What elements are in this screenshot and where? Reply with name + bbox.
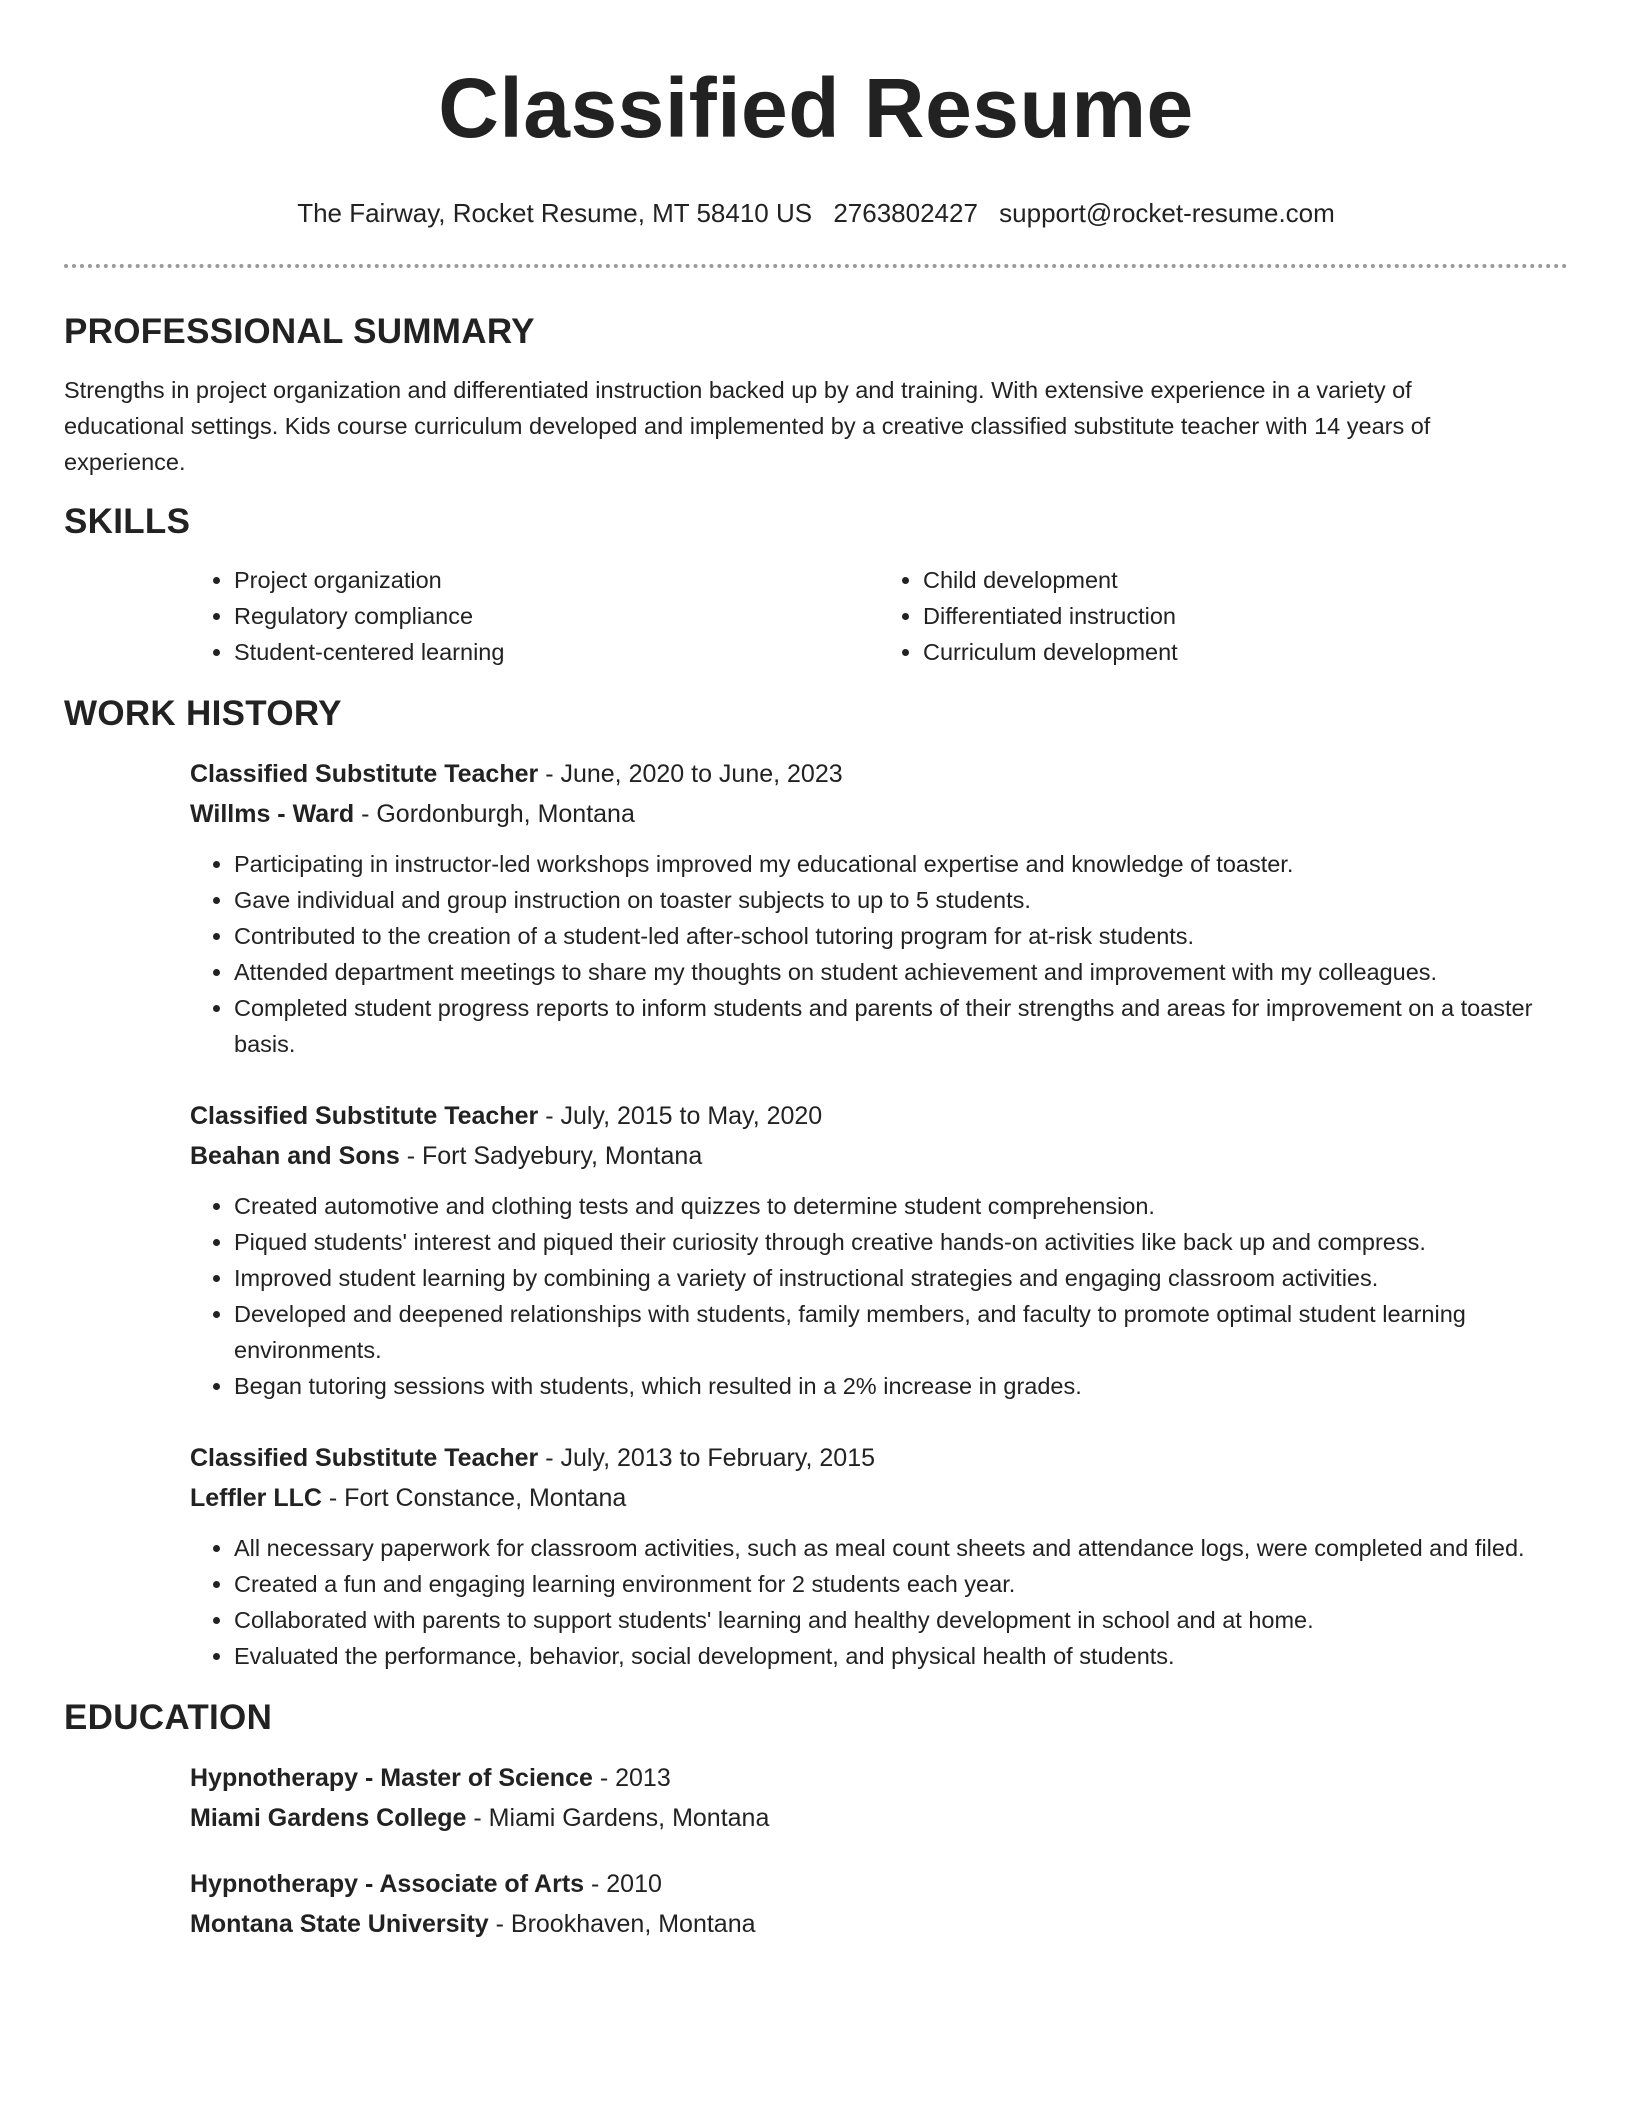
job-company-line xyxy=(190,794,1568,834)
skills-grid xyxy=(190,562,1568,670)
skill-item: • Curriculum development xyxy=(923,634,1568,670)
job-bullet: • Attended department meetings to share my thoughts on student achievement and improvement with my colleagues. xyxy=(234,954,1548,990)
job-bullet: • Developed and deepened relationships with students, family members, and faculty to promote optimal student learning environments. xyxy=(234,1296,1548,1368)
skills-title: SKILLS xyxy=(64,502,191,541)
education-entry xyxy=(190,1758,1568,1838)
education-title: EDUCATION xyxy=(64,1698,273,1737)
skills-column-left xyxy=(190,562,879,670)
header-divider xyxy=(64,264,1568,268)
education-year: - 2013 xyxy=(592,1764,671,1792)
resume-name: Classified Resume xyxy=(438,61,1194,155)
job-title-line xyxy=(190,1438,1568,1478)
job-title: Classified Substitute Teacher xyxy=(190,1102,539,1130)
education-school: Miami Gardens College xyxy=(190,1804,467,1832)
education-degree: Hypnotherapy - Master of Science xyxy=(190,1764,593,1792)
education-section xyxy=(64,1696,1568,1944)
job-title: Classified Substitute Teacher xyxy=(190,1444,539,1472)
skills-section xyxy=(64,500,1568,670)
job-entry xyxy=(190,754,1568,1062)
summary-title: PROFESSIONAL SUMMARY xyxy=(64,312,535,351)
job-bullets xyxy=(190,846,1568,1062)
job-company: Willms - Ward xyxy=(190,800,355,828)
job-dates: - July, 2015 to May, 2020 xyxy=(538,1102,823,1130)
job-company: Leffler LLC xyxy=(190,1484,322,1512)
job-bullet: • Began tutoring sessions with students, which resulted in a 2% increase in grades. xyxy=(234,1368,1548,1404)
job-bullet: • Contributed to the creation of a student-led after-school tutoring program for at-risk students. xyxy=(234,918,1548,954)
contact-email: support@rocket-resume.com xyxy=(999,198,1335,228)
skill-item: • Child development xyxy=(923,562,1568,598)
education-year: - 2010 xyxy=(584,1870,662,1898)
education-school-line xyxy=(190,1904,1568,1944)
job-bullet: • Collaborated with parents to support students' learning and healthy development in school and at home. xyxy=(234,1602,1548,1638)
job-location: - Gordonburgh, Montana xyxy=(354,800,635,828)
job-location: - Fort Constance, Montana xyxy=(321,1484,627,1512)
education-school: Montana State University xyxy=(190,1910,489,1938)
education-entry xyxy=(190,1864,1568,1944)
job-title-line xyxy=(190,754,1568,794)
job-bullet: • Created automotive and clothing tests and quizzes to determine student comprehension. xyxy=(234,1188,1548,1224)
contact-line xyxy=(64,196,1568,230)
job-dates: - June, 2020 to June, 2023 xyxy=(538,760,843,788)
summary-text: Strengths in project organization and differentiated instruction backed up by and training. With extensive experience in a variety of educational settings. Kids course curriculum developed and implemented by a creative classified substitute teacher with 14 years of experience. xyxy=(64,377,1431,475)
job-bullets xyxy=(190,1530,1568,1674)
job-bullet: • Improved student learning by combining a variety of instructional strategies and engaging classroom activities. xyxy=(234,1260,1548,1296)
job-bullets xyxy=(190,1188,1568,1404)
job-title: Classified Substitute Teacher xyxy=(190,760,539,788)
job-bullet: • Piqued students' interest and piqued their curiosity through creative hands-on activities like back up and compress. xyxy=(234,1224,1548,1260)
work-history-title: WORK HISTORY xyxy=(64,694,342,733)
contact-phone: 2763802427 xyxy=(833,198,978,228)
job-entry xyxy=(190,1096,1568,1404)
skill-item: • Student-centered learning xyxy=(234,634,879,670)
job-bullet: • Gave individual and group instruction on toaster subjects to up to 5 students. xyxy=(234,882,1548,918)
job-bullet: • Completed student progress reports to inform students and parents of their strengths and areas for improvement on a toaster basis. xyxy=(234,990,1548,1062)
skill-item: • Project organization xyxy=(234,562,879,598)
education-school-line xyxy=(190,1798,1568,1838)
job-title-line xyxy=(190,1096,1568,1136)
skill-item: • Regulatory compliance xyxy=(234,598,879,634)
education-degree-line xyxy=(190,1758,1568,1798)
education-degree-line xyxy=(190,1864,1568,1904)
job-bullet: • Evaluated the performance, behavior, social development, and physical health of students. xyxy=(234,1638,1548,1674)
job-company-line xyxy=(190,1136,1568,1176)
work-history-section xyxy=(64,692,1568,1674)
education-location: - Brookhaven, Montana xyxy=(488,1910,756,1938)
job-company-line xyxy=(190,1478,1568,1518)
contact-address: The Fairway, Rocket Resume, MT 58410 US xyxy=(297,198,813,228)
job-dates: - July, 2013 to February, 2015 xyxy=(538,1444,876,1472)
skills-column-right xyxy=(879,562,1568,670)
job-bullet: • Participating in instructor-led workshops improved my educational expertise and knowledge of toaster. xyxy=(234,846,1548,882)
education-location: - Miami Gardens, Montana xyxy=(466,1804,770,1832)
job-company: Beahan and Sons xyxy=(190,1142,400,1170)
summary-section xyxy=(64,310,1568,480)
education-degree: Hypnotherapy - Associate of Arts xyxy=(190,1870,585,1898)
job-bullet: • All necessary paperwork for classroom activities, such as meal count sheets and attendance logs, were completed and filed. xyxy=(234,1530,1548,1566)
skill-item: • Differentiated instruction xyxy=(923,598,1568,634)
job-entry xyxy=(190,1438,1568,1674)
job-bullet: • Created a fun and engaging learning environment for 2 students each year. xyxy=(234,1566,1548,1602)
job-location: - Fort Sadyebury, Montana xyxy=(399,1142,703,1170)
